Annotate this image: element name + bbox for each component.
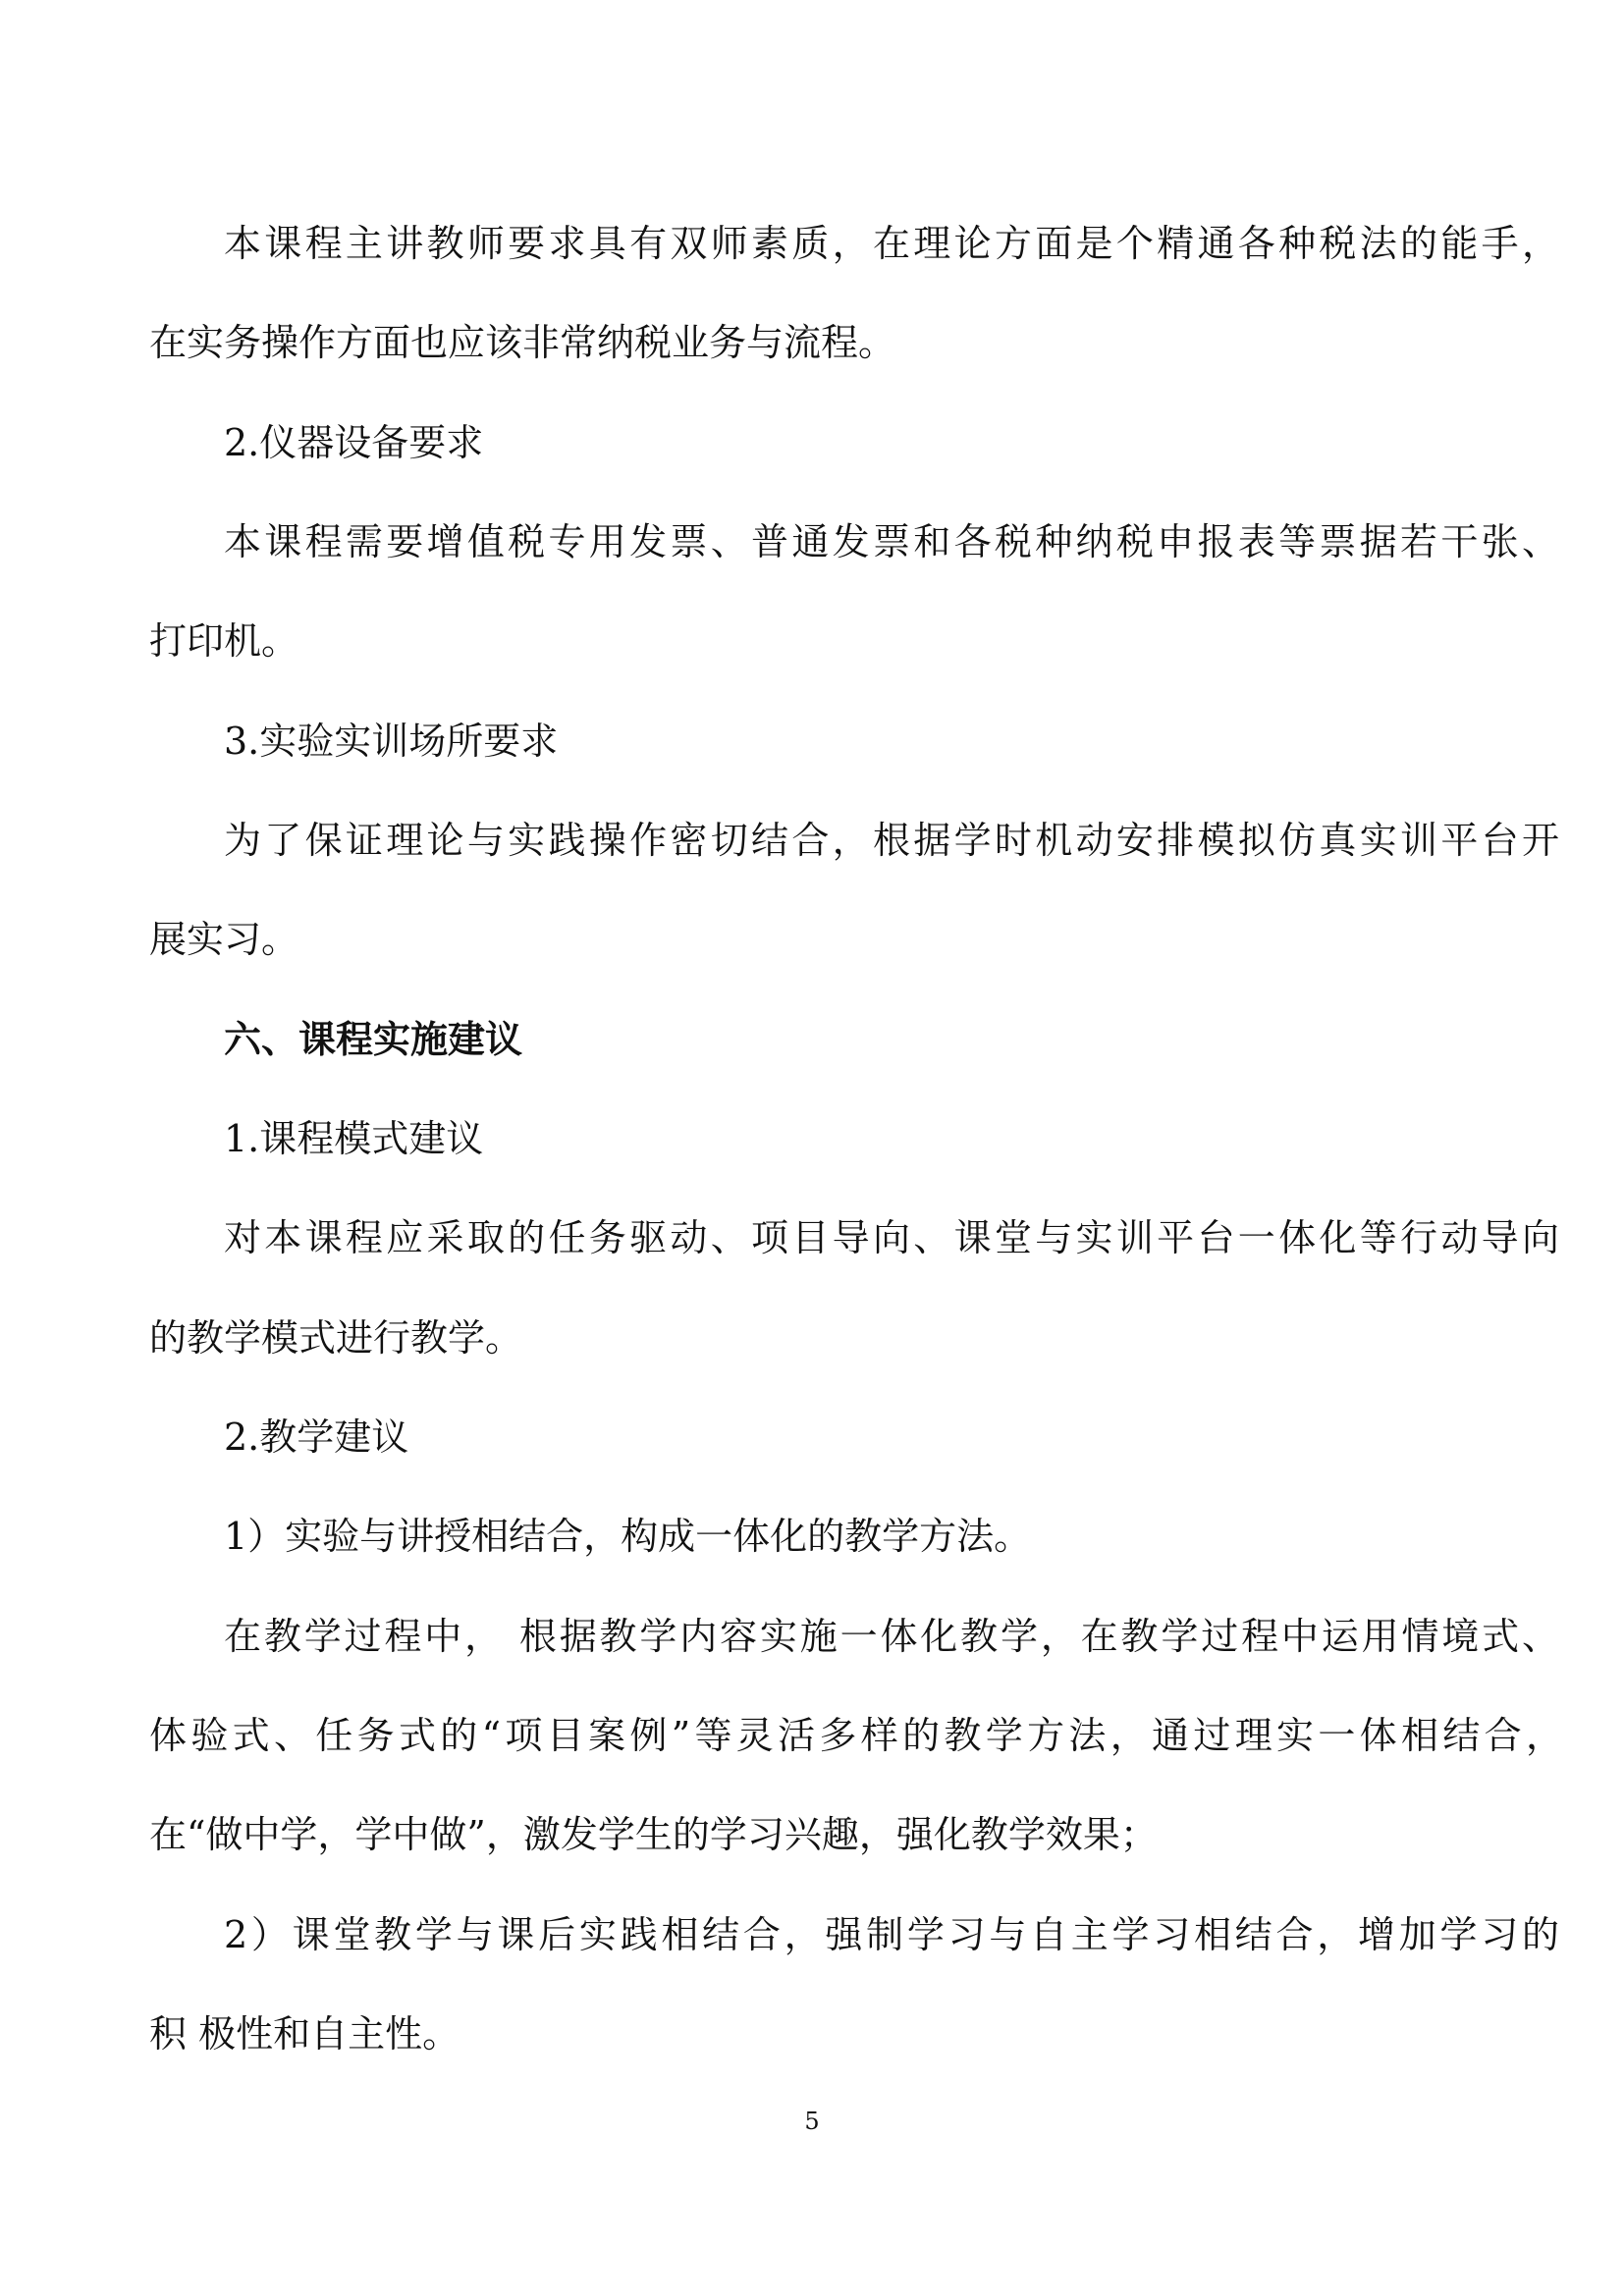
paragraph-line: 在教学过程中， 根据教学内容实施一体化教学，在教学过程中运用情境式、 — [224, 1615, 1559, 1658]
paragraph-line: 打印机。 — [149, 619, 299, 663]
section-subheading: 2.仪器设备要求 — [224, 421, 484, 464]
list-item-heading: 1）实验与讲授相结合，构成一体化的教学方法。 — [224, 1515, 1032, 1558]
paragraph-line: 积 极性和自主性。 — [149, 2012, 460, 2056]
paragraph-line: 2）课堂教学与课后实践相结合，强制学习与自主学习相结合，增加学习的 — [224, 1913, 1559, 1956]
paragraph-line: 展实习。 — [149, 918, 299, 961]
paragraph-line: 的教学模式进行教学。 — [149, 1316, 523, 1360]
paragraph-line: 体验式、任务式的“项目案例”等灵活多样的教学方法，通过理实一体相结合， — [149, 1714, 1563, 1757]
paragraph-line: 对本课程应采取的任务驱动、项目导向、课堂与实训平台一体化等行动导向 — [224, 1216, 1559, 1259]
section-subheading: 1.课程模式建议 — [224, 1117, 484, 1160]
paragraph-line: 为了保证理论与实践操作密切结合，根据学时机动安排模拟仿真实训平台开 — [224, 819, 1559, 862]
paragraph-line: 在实务操作方面也应该非常纳税业务与流程。 — [149, 321, 896, 364]
section-subheading: 3.实验实训场所要求 — [224, 720, 559, 763]
section-heading: 六、课程实施建议 — [224, 1017, 523, 1061]
paragraph-line: 本课程主讲教师要求具有双师素质，在理论方面是个精通各种税法的能手， — [224, 222, 1559, 265]
section-subheading: 2.教学建议 — [224, 1415, 409, 1459]
paragraph-line: 本课程需要增值税专用发票、普通发票和各税种纳税申报表等票据若干张、 — [224, 520, 1559, 563]
paragraph-line: 在“做中学，学中做”，激发学生的学习兴趣，强化教学效果； — [149, 1813, 1158, 1856]
page-number: 5 — [804, 2108, 820, 2135]
